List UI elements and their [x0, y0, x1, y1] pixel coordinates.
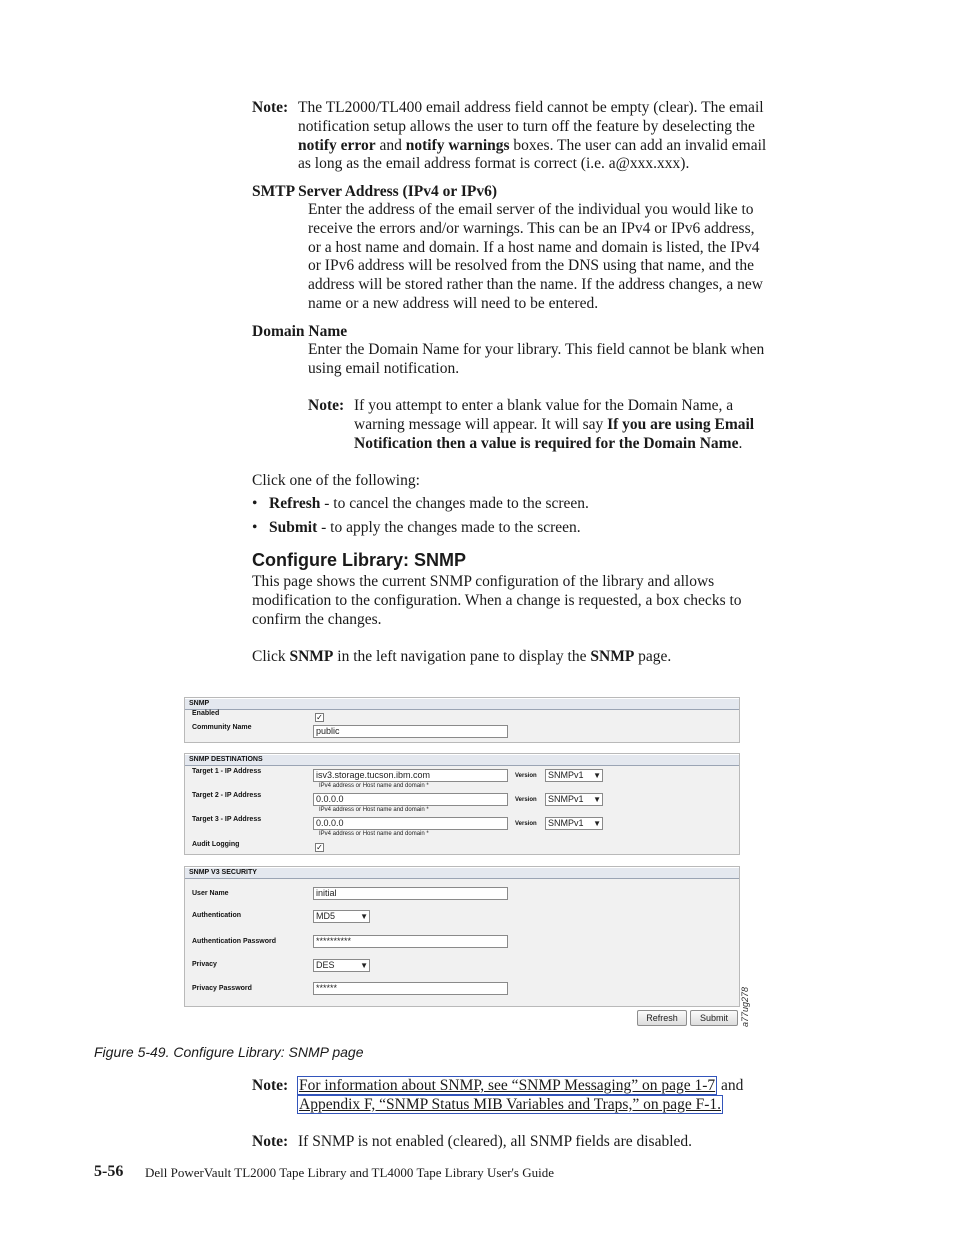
term-smtp: SMTP Server Address (IPv4 or IPv6) [252, 183, 497, 200]
chevron-down-icon: ▼ [593, 771, 601, 780]
enabled-label: Enabled [192, 710, 220, 717]
def-smtp: Enter the address of the email server of the individual you would like to receive the errors and/or warnings. This can be an IPv4 or IPv6 address, or a host name and domain. If a host name and domain is listed, the IPv4 or IPv6 address will be resolved from the DNS using that name, and the address will be stored rather than the name. If the address changes, a new name or a new address will need to be entered. [308, 201, 763, 312]
panel-header: SNMP [185, 698, 739, 710]
privacy-password-input[interactable]: ****** [313, 982, 508, 995]
authentication-label: Authentication [192, 912, 241, 919]
target1-version-select[interactable]: SNMPv1 ▼ [545, 769, 603, 782]
version-label: Version [515, 797, 537, 803]
section-heading: Configure Library: SNMP [252, 550, 467, 570]
note-line: notify error and notify warnings boxes. The user can add an invalid email [298, 136, 767, 154]
chevron-down-icon: ▼ [593, 819, 601, 828]
privacy-label: Privacy [192, 961, 217, 968]
target3-version-select[interactable]: SNMPv1 ▼ [545, 817, 603, 830]
panel-header: SNMP DESTINATIONS [185, 754, 739, 766]
section-paragraph: This page shows the current SNMP configuration of the library and allows modification to the configuration. When a change is requested, a box checks to confirm the changes. [252, 573, 742, 628]
def-domain: Enter the Domain Name for your library. This field cannot be blank when using email notification. [308, 341, 765, 377]
target2-input[interactable]: 0.0.0.0 [313, 793, 508, 806]
target2-hint: IPv4 address or Host name and domain * [319, 807, 429, 813]
footer-title: Dell PowerVault TL2000 Tape Library and TL4000 Tape Library User's Guide [145, 1165, 554, 1180]
audit-label: Audit Logging [192, 841, 240, 848]
snmp-screenshot [184, 697, 750, 1031]
section-click: Click SNMP in the left navigation pane to display the SNMP page. [252, 648, 672, 665]
panel-header: SNMP V3 SECURITY [185, 867, 739, 879]
target2-label: Target 2 - IP Address [192, 792, 262, 799]
target3-hint: IPv4 address or Host name and domain * [319, 831, 429, 837]
submit-button[interactable]: Submit [690, 1010, 738, 1026]
note-line: as long as the email address format is correct (i.e. a@xxx.xxx). [298, 155, 690, 173]
target2-version-select[interactable]: SNMPv1 ▼ [545, 793, 603, 806]
link-appendix-f[interactable]: Appendix F, “SNMP Status MIB Variables and Traps,” on page F-1. [299, 1095, 721, 1113]
target3-label: Target 3 - IP Address [192, 816, 262, 823]
auth-password-label: Authentication Password [192, 938, 277, 945]
chevron-down-icon: ▼ [360, 961, 368, 970]
version-label: Version [515, 773, 537, 779]
auth-password-input[interactable]: ********** [313, 935, 508, 948]
term-domain: Domain Name [252, 323, 348, 340]
snmp-panel [184, 697, 740, 743]
note-label: Note: [252, 99, 289, 116]
target1-input[interactable]: isv3.storage.tucson.ibm.com [313, 769, 508, 782]
target1-hint: IPv4 address or Host name and domain * [319, 783, 429, 789]
chevron-down-icon: ▼ [593, 795, 601, 804]
version-label: Version [515, 821, 537, 827]
community-label: Community Name [192, 724, 252, 731]
privacy-select[interactable]: DES ▼ [313, 959, 370, 972]
note-line: notification setup allows the user to turn off the feature by deselecting the [298, 117, 755, 135]
audit-checkbox[interactable]: ✓ [316, 843, 323, 852]
chevron-down-icon: ▼ [360, 912, 368, 921]
target1-label: Target 1 - IP Address [192, 768, 262, 775]
link-snmp-messaging[interactable]: For information about SNMP, see “SNMP Messaging” on page 1-7 [299, 1077, 716, 1094]
community-input[interactable]: public [313, 725, 508, 738]
note-line: The TL2000/TL400 email address field cannot be empty (clear). The email [298, 99, 764, 116]
authentication-select[interactable]: MD5 ▼ [313, 910, 370, 923]
figure-id: a77ug278 [740, 986, 750, 1027]
refresh-button[interactable]: Refresh [637, 1010, 687, 1026]
page-number: 5-56 [94, 1163, 124, 1180]
user-name-input[interactable]: initial [313, 887, 508, 900]
privacy-password-label: Privacy Password [192, 985, 252, 992]
enabled-checkbox[interactable]: ✓ [316, 713, 323, 722]
figure-caption: Figure 5-49. Configure Library: SNMP page [94, 1044, 364, 1060]
target3-input[interactable]: 0.0.0.0 [313, 817, 508, 830]
click-intro: Click one of the following: [252, 472, 420, 489]
v3-security-panel [184, 866, 740, 1007]
user-name-label: User Name [192, 890, 229, 897]
destinations-panel [184, 753, 740, 855]
